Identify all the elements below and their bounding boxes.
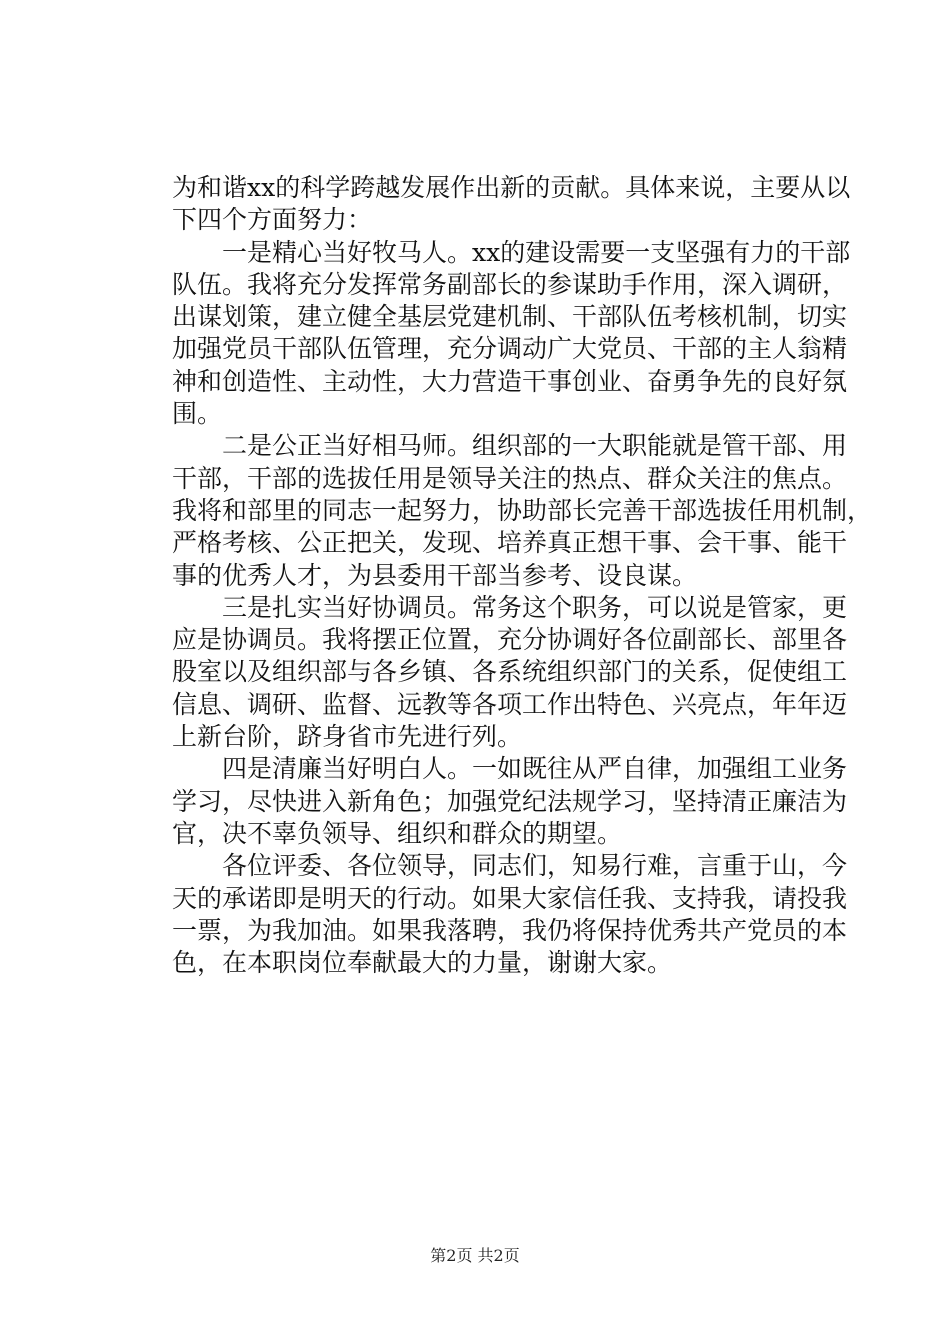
paragraph-start-line: 各位评委、各位领导，同志们，知易行难，言重于山，今	[222, 851, 848, 881]
text-line: 股室以及组织部与各乡镇、各系统组织部门的关系，促使组工	[172, 657, 848, 687]
paragraph-start-line: 二是公正当好相马师。组织部的一大职能就是管干部、用	[222, 431, 848, 461]
text-line: 加强党员干部队伍管理，充分调动广大党员、干部的主人翁精	[172, 334, 848, 364]
text-line: 神和创造性、主动性，大力营造干事创业、奋勇争先的良好氛	[172, 366, 848, 396]
text-line: 我将和部里的同志一起努力，协助部长完善干部选拔任用机制，	[172, 495, 873, 525]
page-number-footer: 第2页 共2页	[430, 1246, 520, 1265]
text-line: 下四个方面努力：	[172, 205, 373, 235]
text-line: 事的优秀人才，为县委用干部当参考、设良谋。	[172, 560, 698, 590]
paragraph-start-line: 三是扎实当好协调员。常务这个职务，可以说是管家，更	[222, 592, 848, 622]
document-body	[172, 172, 873, 979]
text-line: 官，决不辜负领导、组织和群众的期望。	[172, 818, 623, 848]
text-line: 应是协调员。我将摆正位置，充分协调好各位副部长、部里各	[172, 625, 848, 655]
text-line: 干部，干部的选拔任用是领导关注的热点、群众关注的焦点。	[172, 463, 848, 493]
text-line: 一票，为我加油。如果我落聘，我仍将保持优秀共产党员的本	[172, 915, 848, 945]
text-line: 上新台阶，跻身省市先进行列。	[172, 722, 523, 752]
text-line: 队伍。我将充分发挥常务副部长的参谋助手作用，深入调研，	[172, 269, 848, 299]
text-line: 天的承诺即是明天的行动。如果大家信任我、支持我，请投我	[172, 883, 848, 913]
paragraph-start-line: 一是精心当好牧马人。xx的建设需要一支坚强有力的干部	[222, 237, 851, 267]
text-line: 色，在本职岗位奉献最大的力量，谢谢大家。	[172, 948, 673, 978]
text-line: 出谋划策，建立健全基层党建机制、干部队伍考核机制，切实	[172, 302, 848, 332]
text-line: 学习，尽快进入新角色；加强党纪法规学习，坚持清正廉洁为	[172, 786, 848, 816]
text-line: 为和谐xx的科学跨越发展作出新的贡献。具体来说，主要从以	[172, 173, 851, 202]
paragraph-start-line: 四是清廉当好明白人。一如既往从严自律，加强组工业务	[222, 754, 848, 784]
text-line: 严格考核、公正把关，发现、培养真正想干事、会干事、能干	[172, 528, 848, 558]
text-line: 信息、调研、监督、远教等各项工作出特色、兴亮点，年年迈	[172, 689, 848, 719]
text-line: 围。	[172, 399, 223, 429]
